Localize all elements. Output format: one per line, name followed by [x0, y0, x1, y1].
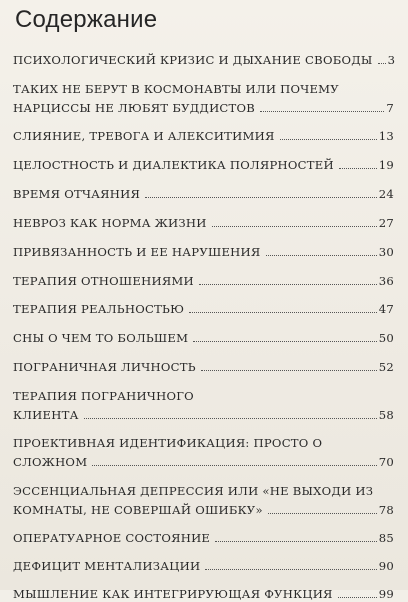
dot-leader [84, 417, 377, 419]
page-number: 24 [378, 187, 394, 201]
dot-leader [339, 167, 377, 169]
page-number: 52 [378, 360, 394, 374]
page-number: 47 [378, 302, 394, 316]
page-number: 19 [378, 158, 394, 172]
dot-leader [268, 512, 377, 514]
toc-entry-row [13, 215, 394, 231]
toc-entry-title: ПСИХОЛОГИЧЕСКИЙ КРИЗИС И ДЫХАНИЕ СВОБОДЫ [13, 53, 373, 67]
toc-entry [13, 244, 394, 260]
toc-entry-title: ТЕРАПИЯ ОТНОШЕНИЯМИ [13, 274, 194, 288]
toc-entry [13, 558, 394, 574]
toc-entry [13, 186, 394, 202]
toc-entry [13, 359, 394, 375]
page-number: 58 [378, 408, 394, 422]
dot-leader [193, 340, 376, 342]
page-number: 30 [378, 245, 394, 259]
page-number: 90 [378, 559, 394, 573]
toc-entry-row [13, 558, 394, 574]
toc-entry-title: ЦЕЛОСТНОСТЬ И ДИАЛЕКТИКА ПОЛЯРНОСТЕЙ [13, 158, 334, 172]
dot-leader [215, 540, 377, 542]
dot-leader [201, 369, 377, 371]
dot-leader [260, 110, 384, 112]
toc-entry [13, 52, 394, 68]
page-number: 78 [378, 503, 394, 517]
toc-entry-row [13, 359, 394, 375]
page-number: 13 [378, 129, 394, 143]
toc-entry-row [13, 273, 394, 289]
toc-entry-row [13, 502, 394, 518]
dot-leader [212, 225, 377, 227]
toc-entry-row [13, 100, 394, 116]
toc-entry [13, 586, 394, 602]
toc-entry [13, 81, 394, 116]
toc-entry-title: НЕВРОЗ КАК НОРМА ЖИЗНИ [13, 216, 207, 230]
toc-entry-title: СЛОЖНОМ [13, 455, 88, 469]
toc-entry [13, 530, 394, 546]
toc-entry-title: СЛИЯНИЕ, ТРЕВОГА И АЛЕКСИТИМИЯ [13, 129, 275, 143]
toc-entry-row [13, 530, 394, 546]
dot-leader [145, 196, 377, 198]
page-number: 3 [387, 53, 396, 67]
toc-entry [13, 273, 394, 289]
page-number: 7 [386, 101, 394, 115]
toc-entry-title: КЛИЕНТА [13, 408, 79, 422]
page-number: 27 [378, 216, 394, 230]
page-number: 70 [378, 455, 394, 469]
toc-entry-row [13, 407, 394, 423]
dot-leader [92, 464, 376, 466]
toc-entry-title: ПРОЕКТИВНАЯ ИДЕНТИФИКАЦИЯ: ПРОСТО О [13, 436, 323, 450]
toc-entry [13, 330, 394, 346]
dot-leader [280, 138, 377, 140]
toc-entry-row [13, 244, 394, 260]
toc-entry [13, 157, 394, 173]
toc-entry [13, 388, 394, 423]
toc-entry-title: КОМНАТЫ, НЕ СОВЕРШАЙ ОШИБКУ» [13, 503, 263, 517]
toc-entry [13, 301, 394, 317]
toc-entry-row [13, 52, 394, 68]
dot-leader [199, 283, 377, 285]
toc-entry-row [13, 586, 394, 602]
toc-entry-row [13, 128, 394, 144]
toc-entry-title: ТЕРАПИЯ РЕАЛЬНОСТЬЮ [13, 302, 185, 316]
toc-entry-row [13, 186, 394, 202]
toc-entry-title: ВРЕМЯ ОТЧАЯНИЯ [13, 187, 141, 201]
page-number: 99 [378, 587, 394, 601]
toc-entry [13, 483, 394, 518]
dot-leader [378, 62, 386, 64]
toc-entry-title: ЭССЕНЦИАЛЬНАЯ ДЕПРЕССИЯ ИЛИ «НЕ ВЫХОДИ ИЗ [13, 484, 374, 498]
toc-entry-title: ТАКИХ НЕ БЕРУТ В КОСМОНАВТЫ ИЛИ ПОЧЕМУ [13, 82, 339, 96]
toc-entry-row [13, 301, 394, 317]
toc-entry-row [13, 330, 394, 346]
page-number: 36 [378, 274, 394, 288]
toc-entry-title: ДЕФИЦИТ МЕНТАЛИЗАЦИИ [13, 559, 201, 573]
dot-leader [205, 568, 376, 570]
toc-entry-title: СНЫ О ЧЕМ ТО БОЛЬШЕМ [13, 331, 189, 345]
toc-entry-title: НАРЦИССЫ НЕ ЛЮБЯТ БУДДИСТОВ [13, 101, 256, 115]
toc-entry-row [13, 157, 394, 173]
toc-entry-title: ОПЕРАТУАРНОЕ СОСТОЯНИЕ [13, 531, 211, 545]
toc-entry [13, 435, 394, 470]
toc-entry-title: ПОГРАНИЧНАЯ ЛИЧНОСТЬ [13, 360, 196, 374]
dot-leader [338, 596, 377, 598]
dot-leader [266, 254, 377, 256]
toc-entry-title: ПРИВЯЗАННОСТЬ И ЕЕ НАРУШЕНИЯ [13, 245, 261, 259]
toc-entry [13, 215, 394, 231]
page-number: 85 [378, 531, 394, 545]
table-of-contents [13, 52, 394, 602]
toc-entry-title: ТЕРАПИЯ ПОГРАНИЧНОГО [13, 389, 194, 403]
dot-leader [189, 311, 377, 313]
toc-entry-title: МЫШЛЕНИЕ КАК ИНТЕГРИРУЮЩАЯ ФУНКЦИЯ [13, 587, 333, 601]
toc-entry-row [13, 454, 394, 470]
page-number: 50 [378, 331, 394, 345]
toc-entry [13, 128, 394, 144]
page-title: Содержание [15, 6, 158, 33]
